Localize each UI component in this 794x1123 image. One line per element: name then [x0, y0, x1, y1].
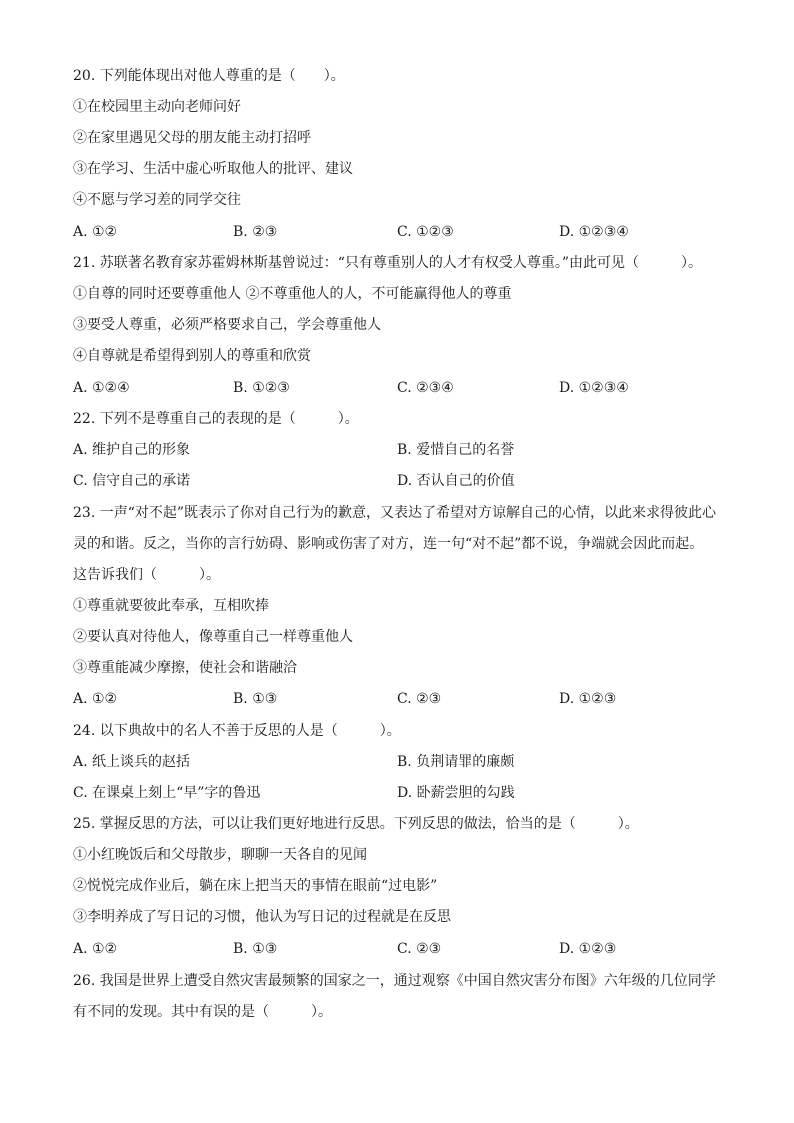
question-23-option-a: A. ①② — [73, 691, 118, 707]
question-21-item-2: ③要受人尊重，必须严格要求自己，学会尊重他人 — [73, 317, 381, 333]
question-24-option-d: D. 卧薪尝胆的勾践 — [397, 785, 515, 801]
question-24-options-row-1 — [73, 752, 733, 772]
question-21-stem: 21. 苏联著名教育家苏霍姆林斯基曾说过：“只有尊重别人的人才有权受人尊重。”由此可见（ ）。 — [73, 255, 703, 271]
question-20-option-a: A. ①② — [73, 224, 118, 240]
question-20-item-1: ①在校园里主动向老师问好 — [73, 99, 241, 115]
question-25-option-a: A. ①② — [73, 941, 118, 957]
question-24-stem: 24. 以下典故中的名人不善于反思的人是（ ）。 — [73, 723, 401, 739]
question-21-options — [73, 378, 733, 398]
question-24-option-a: A. 纸上谈兵的赵括 — [73, 754, 191, 770]
question-23-item-1: ①尊重就要彼此奉承，互相吹捧 — [73, 598, 269, 614]
question-20-option-c: C. ①②③ — [397, 224, 454, 240]
question-22-option-c: C. 信守自己的承诺 — [73, 473, 191, 489]
question-23-option-b: B. ①③ — [233, 691, 278, 707]
question-23-item-2: ②要认真对待他人，像尊重自己一样尊重他人 — [73, 629, 353, 645]
question-23-stem-line-2: 灵的和谐。反之，当你的言行妨碍、影响或伤害了对方，连一句“对不起”都不说，争端就会因此而起。 — [73, 536, 704, 552]
question-22-options-row-1 — [73, 440, 733, 460]
question-24-option-c: C. 在课桌上刻上“早”字的鲁迅 — [73, 785, 261, 801]
question-20-item-4: ④不愿与学习差的同学交往 — [73, 192, 241, 208]
question-23-option-c: C. ②③ — [397, 691, 442, 707]
question-23-option-d: D. ①②③ — [559, 691, 617, 707]
question-21-item-1: ①自尊的同时还要尊重他人 ②不尊重他人的人，不可能赢得他人的尊重 — [73, 286, 512, 302]
question-22-options-row-2 — [73, 471, 733, 491]
question-25-option-c: C. ②③ — [397, 941, 442, 957]
question-25-option-d: D. ①②③ — [559, 941, 617, 957]
question-25-option-b: B. ①③ — [233, 941, 278, 957]
question-22-stem: 22. 下列不是尊重自己的表现的是（ ）。 — [73, 411, 359, 427]
question-22-option-b: B. 爱惜自己的名誉 — [397, 442, 515, 458]
question-24-options-row-2 — [73, 783, 733, 803]
question-23-stem-line-3: 这告诉我们（ ）。 — [73, 567, 220, 583]
question-23-item-3: ③尊重能减少摩擦，使社会和谐融洽 — [73, 660, 297, 676]
question-25-options — [73, 939, 733, 959]
question-25-item-2: ②悦悦完成作业后，躺在床上把当天的事情在眼前“过电影” — [73, 878, 438, 894]
question-21-option-b: B. ①②③ — [233, 380, 290, 396]
question-21-option-c: C. ②③④ — [397, 380, 454, 396]
question-26-stem-line-2: 有不同的发现。其中有误的是（ ）。 — [73, 1004, 332, 1020]
question-21-option-a: A. ①②④ — [73, 380, 130, 396]
question-25-item-1: ①小红晚饭后和父母散步，聊聊一天各自的见闻 — [73, 847, 367, 863]
question-20-options — [73, 222, 733, 242]
question-23-options — [73, 689, 733, 709]
question-25-stem: 25. 掌握反思的方法，可以让我们更好地进行反思。下列反思的做法，恰当的是（ ）。 — [73, 816, 639, 832]
question-21-item-3: ④自尊就是希望得到别人的尊重和欣赏 — [73, 348, 311, 364]
question-20-option-b: B. ②③ — [233, 224, 278, 240]
question-20-item-3: ③在学习、生活中虚心听取他人的批评、建议 — [73, 161, 353, 177]
question-20-stem: 20. 下列能体现出对他人尊重的是（ ）。 — [73, 68, 345, 84]
question-22-option-a: A. 维护自己的形象 — [73, 442, 191, 458]
question-20-option-d: D. ①②③④ — [559, 224, 629, 240]
question-23-stem-line-1: 23. 一声“对不起”既表示了你对自己行为的歉意，又表达了希望对方谅解自己的心情，以此来求得彼此心 — [73, 505, 717, 521]
question-21-option-d: D. ①②③④ — [559, 380, 629, 396]
question-25-item-3: ③李明养成了写日记的习惯，他认为写日记的过程就是在反思 — [73, 909, 451, 925]
question-22-option-d: D. 否认自己的价值 — [397, 473, 515, 489]
question-20-item-2: ②在家里遇见父母的朋友能主动打招呼 — [73, 130, 311, 146]
question-26-stem-line-1: 26. 我国是世界上遭受自然灾害最频繁的国家之一，通过观察《中国自然灾害分布图》六年级的几位同学 — [73, 973, 716, 989]
question-24-option-b: B. 负荆请罪的廉颇 — [397, 754, 515, 770]
